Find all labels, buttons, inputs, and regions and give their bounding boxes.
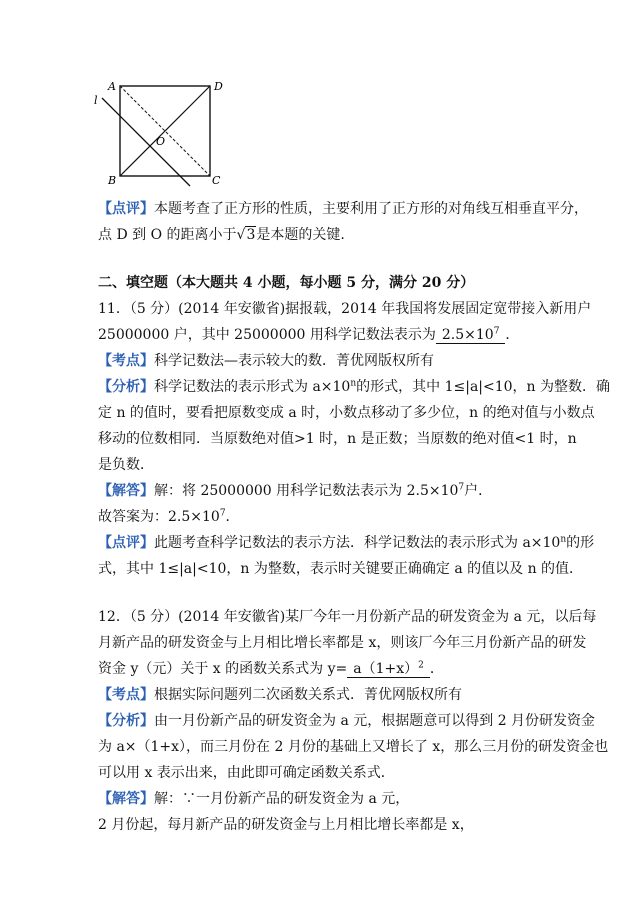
review1-line2 (98, 225, 578, 245)
answer-base: a（1+x） (353, 661, 419, 677)
kaodian-tag: 【考点】 (98, 687, 154, 703)
q11-kaodian (98, 351, 578, 371)
q11-line1: 11．（5 分）(2014 年安徽省)据报载，2014 年我国将发展固定宽带接入新用户 (98, 301, 592, 317)
q12-text: 资金 y（元）关于 x 的函数关系式为 y= (98, 661, 348, 677)
exp: n (350, 378, 357, 389)
answer-exp: 7 (493, 326, 500, 337)
review1-line1 (98, 199, 588, 219)
answer-base: 2.5×10 (441, 327, 494, 343)
sqrt-sign: √ (236, 227, 246, 243)
q12-jieda1 (98, 789, 578, 809)
review-tag: 【点评】 (98, 201, 154, 217)
q11-line2 (98, 325, 578, 345)
fenxi-text: 科学记数法的表示形式为 a×10 (154, 379, 351, 395)
q12-line2: 月新产品的研发资金与上月相比增长率都是 x，则该厂今年三月份新产品的研发 (98, 635, 587, 651)
review-text: 本题考查了正方形的性质，主要利用了正方形的对角线互相垂直平分， (154, 201, 588, 217)
jieda-text: ． (225, 509, 240, 525)
q11-dianping1 (98, 533, 595, 553)
q11-fenxi4: 是负数． (98, 457, 154, 473)
q11-fenxi1 (98, 377, 611, 397)
square-figure (92, 76, 232, 188)
kaodian-tag: 【考点】 (98, 353, 154, 369)
fenxi-text: 由一月份新产品的研发资金为 a 元，根据题意可以得到 2 月份研发资金 (154, 713, 596, 729)
review-text: 是本题的关键. (256, 227, 345, 243)
fenxi-tag: 【分析】 (98, 379, 154, 395)
answer-exp: 2 (418, 660, 424, 671)
q12-fenxi2: 为 a×（1+x），而三月份在 2 月份的基础上又增长了 x，那么三月份的研发资金也 (98, 739, 609, 755)
label-c: C (212, 174, 221, 187)
fenxi-text: 的形式，其中 1≤|a|<10，n 为整数．确 (356, 379, 611, 395)
q11-text: 25000000 户，其中 25000000 用科学记数法表示为 (98, 327, 436, 343)
q12-line1: 12．（5 分）(2014 年安徽省)某厂今年一月份新产品的研发资金为 a 元，以后每 (98, 609, 597, 625)
dianping-text: 的形 (566, 535, 595, 551)
q11-text: ． (505, 327, 520, 343)
q12-jieda2: 2 月份起，每月新产品的研发资金与上月相比增长率都是 x， (98, 817, 474, 833)
label-l: l (94, 94, 98, 107)
kaodian-text: 根据实际问题列二次函数关系式．菁优网版权所有 (154, 687, 462, 703)
jieda-tag: 【解答】 (98, 483, 154, 499)
q12-line3 (98, 659, 578, 679)
q12-kaodian (98, 685, 578, 705)
label-d: D (214, 80, 223, 93)
q11-jieda2 (98, 507, 578, 527)
q11-answer (436, 327, 506, 344)
exp: 7 (219, 508, 226, 519)
kaodian-text: 科学记数法—表示较大的数．菁优网版权所有 (154, 353, 434, 369)
jieda-text: 故答案为：2.5×10 (98, 509, 220, 525)
section-title: 二、填空题（本大题共 4 小题，每小题 5 分，满分 20 分） (98, 275, 475, 291)
diagonal-bd (120, 86, 210, 176)
line-l (102, 98, 190, 186)
label-a: A (108, 80, 116, 93)
dianping-text: 此题考查科学记数法的表示方法．科学记数法的表示形式为 a×10 (154, 535, 561, 551)
q12-fenxi3: 可以用 x 表示出来，由此即可确定函数关系式． (98, 765, 395, 781)
jieda-text: 解：∵一月份新产品的研发资金为 a 元， (154, 791, 410, 807)
label-b: B (108, 174, 117, 187)
review-text: 点 D 到 O 的距离小于 (98, 227, 237, 243)
dianping-tag: 【点评】 (98, 535, 154, 551)
jieda-tag: 【解答】 (98, 791, 154, 807)
q11-jieda1 (98, 481, 578, 501)
q11-dianping2: 式，其中 1≤|a|<10，n 为整数，表示时关键要正确确定 a 的值以及 n 的值． (98, 561, 584, 577)
q11-fenxi3: 移动的位数相同．当原数绝对值>1 时，n 是正数；当原数的绝对值<1 时，n (98, 431, 577, 447)
exp: 7 (458, 482, 465, 493)
q12-answer (347, 661, 430, 678)
label-o: O (156, 135, 166, 148)
q12-fenxi1 (98, 711, 596, 731)
q12-text: ． (429, 661, 444, 677)
jieda-text: 解：将 25000000 用科学记数法表示为 2.5×10 (154, 483, 459, 499)
fenxi-tag: 【分析】 (98, 713, 154, 729)
radicand: 3 (246, 227, 256, 243)
sqrt-three (237, 226, 257, 243)
q11-fenxi2: 定 n 的值时，要看把原数变成 a 时，小数点移动了多少位，n 的绝对值与小数点 (98, 405, 595, 421)
exp: n (560, 534, 567, 545)
jieda-text: 户． (464, 483, 493, 499)
